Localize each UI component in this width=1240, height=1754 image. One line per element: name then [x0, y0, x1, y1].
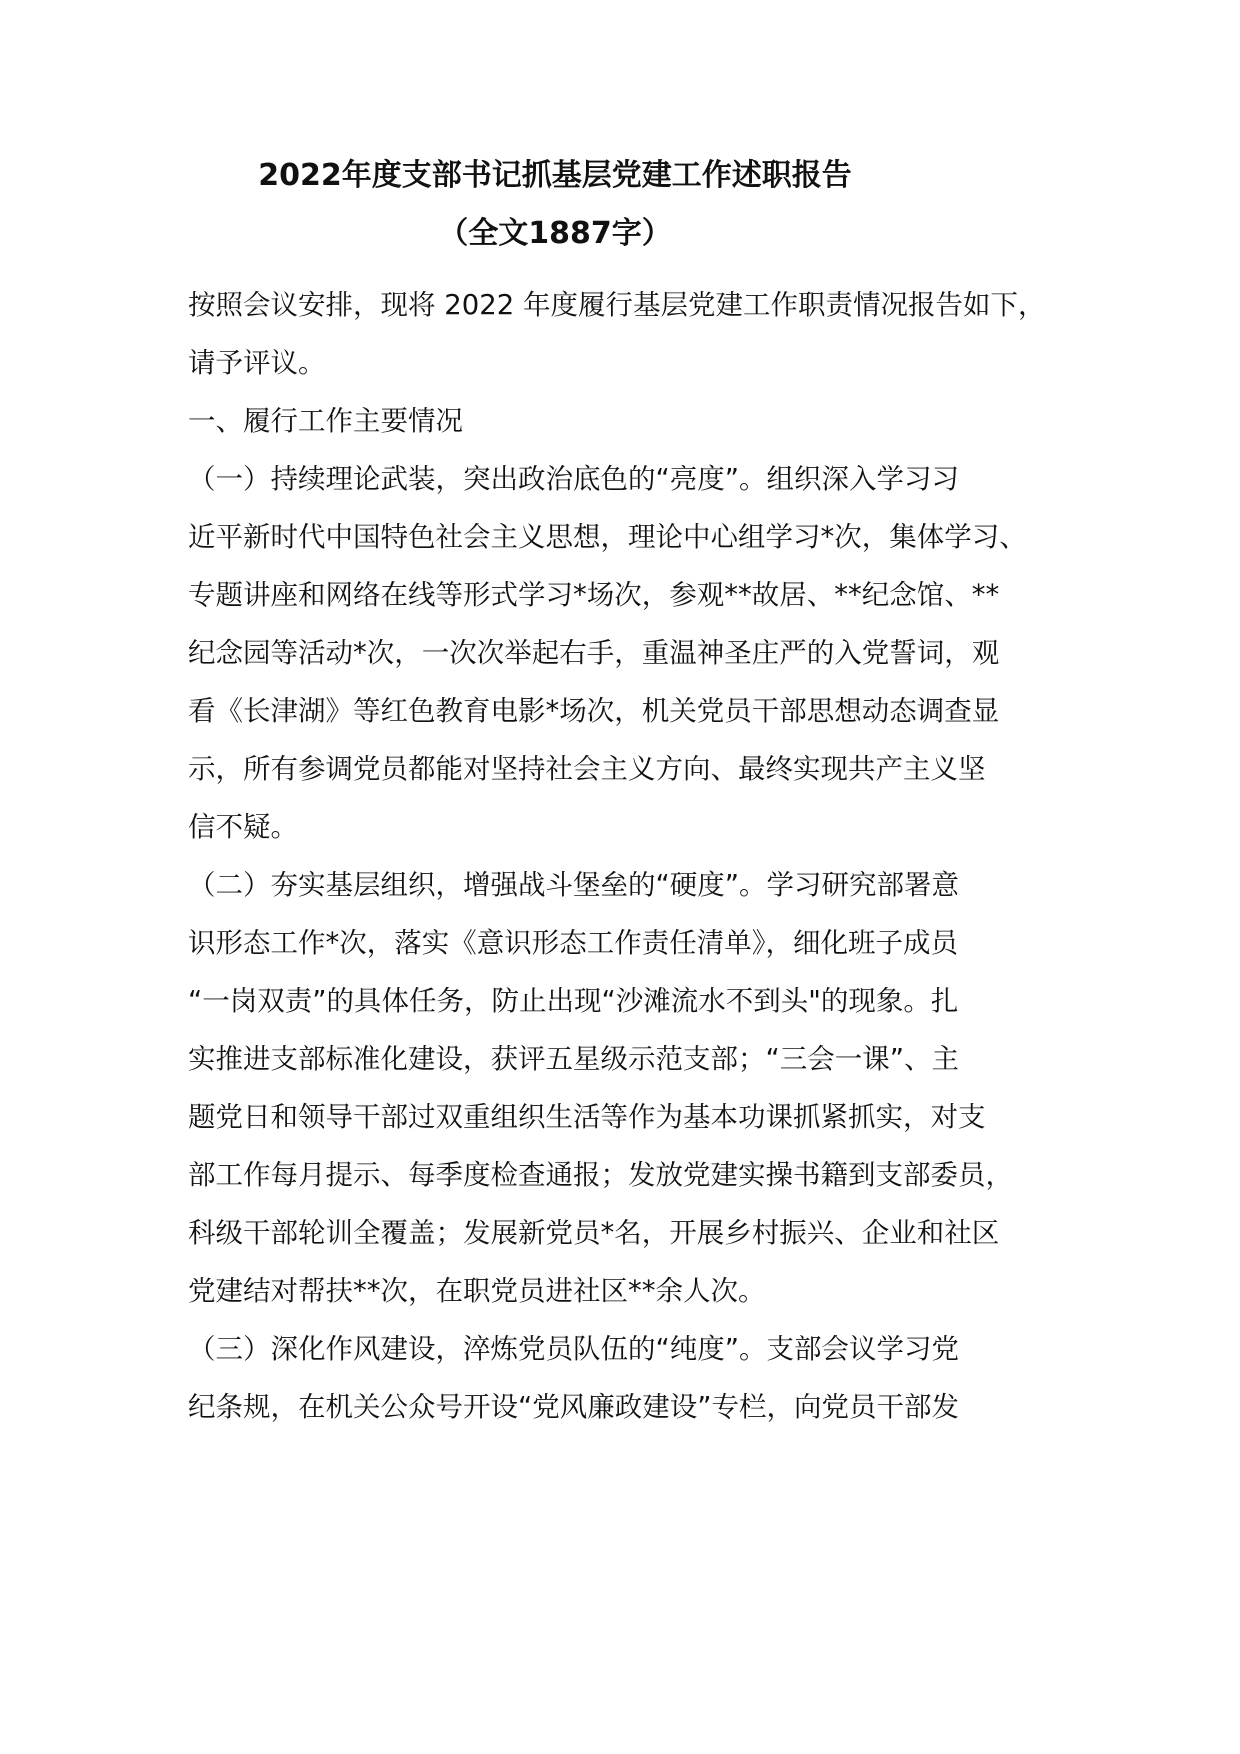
intro-line-2: 请予评议。	[188, 347, 326, 379]
paragraph-line: 信不疑。	[188, 811, 298, 843]
paragraph-line: 纪条规，在机关公众号开设“党风廉政建设”专栏，向党员干部发	[188, 1391, 959, 1423]
paragraph-line: （三）深化作风建设，淬炼党员队伍的“纯度”。支部会议学习党	[188, 1333, 959, 1365]
title-block	[0, 156, 1110, 254]
paragraph-line: 示，所有参调党员都能对坚持社会主义方向、最终实现共产主义坚	[188, 753, 986, 785]
document-subtitle: （全文1887字）	[438, 216, 672, 251]
intro-line-1: 按照会议安排，现将 2022 年度履行基层党建工作职责情况报告如下，	[188, 289, 1046, 321]
paragraph-line: 看《长津湖》等红色教育电影*场次，机关党员干部思想动态调查显	[188, 695, 1000, 727]
section-heading-1: 一、履行工作主要情况	[188, 405, 463, 437]
paragraph-line: 部工作每月提示、每季度检查通报；发放党建实操书籍到支部委员，	[188, 1159, 1013, 1191]
paragraph-line: 专题讲座和网络在线等形式学习*场次，参观**故居、**纪念馆、**	[188, 579, 1000, 611]
paragraph-line: 科级干部轮训全覆盖；发展新党员*名，开展乡村振兴、企业和社区	[188, 1217, 1000, 1249]
paragraph-line: 题党日和领导干部过双重组织生活等作为基本功课抓紧抓实，对支	[188, 1101, 986, 1133]
paragraph-line: 识形态工作*次，落实《意识形态工作责任清单》，细化班子成员	[188, 927, 958, 959]
paragraph-line: （一）持续理论武装，突出政治底色的“亮度”。组织深入学习习	[188, 463, 959, 495]
paragraph-line: 实推进支部标准化建设，获评五星级示范支部；“三会一课”、主	[188, 1043, 959, 1075]
paragraph-line: 纪念园等活动*次，一次次举起右手，重温神圣庄严的入党誓词，观	[188, 637, 1000, 669]
paragraph-line: （二）夯实基层组织，增强战斗堡垒的“硬度”。学习研究部署意	[188, 869, 959, 901]
paragraph-line: 党建结对帮扶**次，在职党员进社区**余人次。	[188, 1275, 766, 1307]
paragraph-line: 近平新时代中国特色社会主义思想，理论中心组学习*次，集体学习、	[188, 521, 1027, 553]
document-body	[188, 276, 1088, 1436]
paragraph-line: “一岗双责”的具体任务，防止出现“沙滩流水不到头"的现象。扎	[188, 985, 959, 1017]
document-title: 2022年度支部书记抓基层党建工作述职报告	[258, 158, 852, 193]
